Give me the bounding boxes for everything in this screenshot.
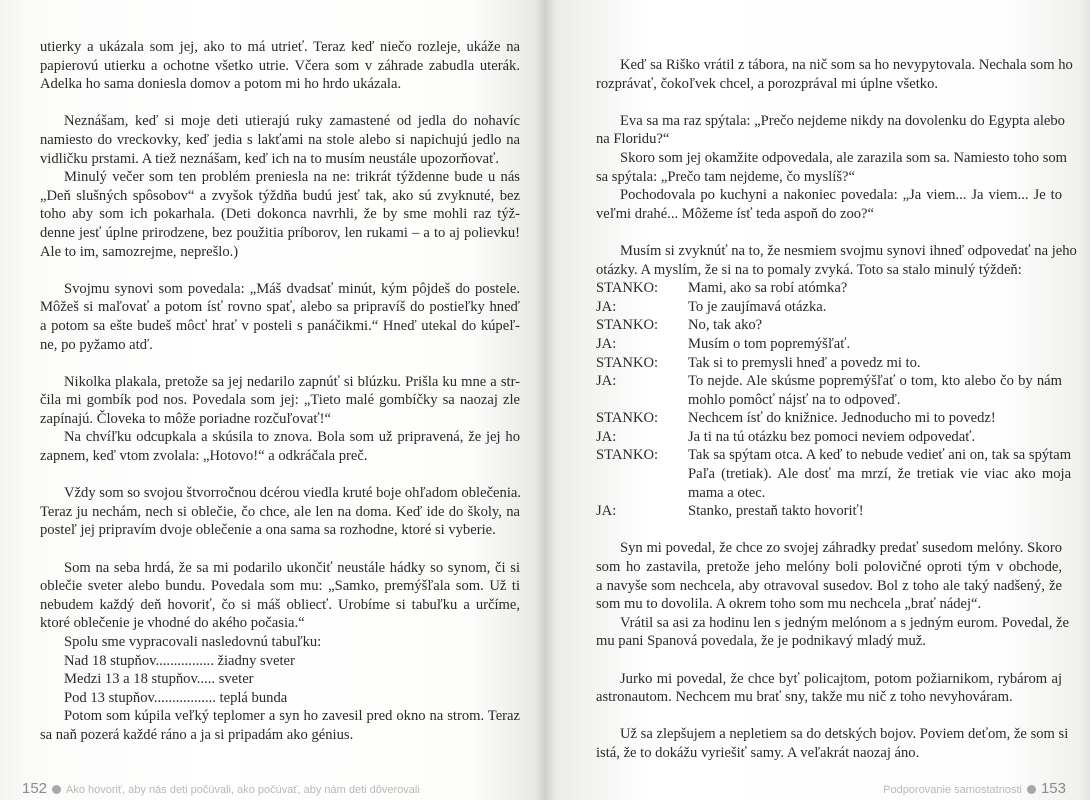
text-line: som ho zastavila, pretože jeho melóny boli polovičné oproti tým v obchode,: [596, 559, 1062, 576]
paragraph: [40, 280, 520, 354]
dialogue-text: [688, 409, 1062, 428]
paragraph: [40, 652, 520, 671]
text-line: Pod 13 stupňov................. teplá bunda: [64, 689, 288, 706]
text-line: oblečie sveter alebo bundu. Povedala som mu: „Samko, premýšľala som. Už ti: [40, 578, 520, 595]
speaker-label: STANKO:: [596, 410, 659, 427]
text-line: posteľ jej pripravím dvoje oblečenie a ona sama sa rozhodne, ktoré si vyberie.: [40, 522, 496, 539]
dialogue-text: [688, 428, 1062, 447]
text-line: Spolu sme vypracovali nasledovnú tabuľku:: [64, 634, 322, 650]
dialogue-line: [596, 335, 1062, 354]
speaker-label: STANKO:: [596, 354, 659, 371]
dialogue-text: [688, 298, 1062, 317]
text-line: Už sa zlepšujem a nepletiem sa do detských bojov. Poviem deťom, že som si: [620, 726, 1069, 743]
dialogue-line: [596, 502, 1062, 521]
speaker-label: JA:: [596, 428, 617, 445]
text-line: veľmi drahé... Môžeme ísť teda aspoň do zoo?“: [596, 205, 875, 222]
text-line: Pochodovala po kuchyni a nakoniec povedala: „Ja viem... Ja viem... Je to: [620, 187, 1062, 204]
paragraph: [596, 149, 1068, 186]
text-line: mama a otec.: [688, 484, 766, 501]
text-line: Tak sa spýtam otca. A keď to nebude vedieť ani on, tak sa spýtam: [688, 447, 1072, 464]
text-line: Syn mi povedal, že chce zo svojej záhradky predať susedom melóny. Skoro: [620, 540, 1062, 557]
right-page-text: [596, 56, 1077, 763]
text-line: Medzi 13 a 18 stupňov..... sveter: [64, 671, 254, 688]
text-line: Nad 18 stupňov................ žiadny sveter: [64, 652, 295, 669]
running-head: Podporovanie samostatnosti: [883, 784, 1022, 796]
text-line: vidličku prstami. A tiež neznášam, keď ich na to musím neustále upozorňovať.: [40, 150, 500, 167]
right-page-footer: [883, 780, 1066, 797]
dialogue-line: [596, 409, 1062, 428]
text-line: sa naň pozerá každé ráno a ja si pripadám ako génius.: [40, 726, 354, 743]
dialogue-line: [596, 372, 1062, 409]
paragraph: [596, 614, 1069, 651]
speaker-label: STANKO:: [596, 317, 659, 334]
paragraph: [596, 56, 1073, 93]
text-line: Eva sa ma raz spýtala: „Prečo nejdeme nikdy na dovolenku do Egypta alebo: [620, 112, 1065, 129]
text-line: nebudem každý deň hovoriť, čo si máš obliecť. Urobíme si tabuľku a určíme,: [40, 596, 520, 613]
text-line: Tak si to premysli hneď a povedz mi to.: [688, 354, 921, 371]
left-page-text: [40, 38, 520, 745]
text-line: čila mi gombík pod nos. Povedala som jej: „Tieto malé gombíčky sa naozaj zle: [40, 392, 520, 409]
text-line: namiesto do vreckovky, keď jedia s lakťami na stole alebo si napichujú jedlo na: [40, 131, 520, 148]
text-line: Nikolka plakala, pretože sa jej nedarilo zapnúť si blúzku. Prišla ku mne a str-: [64, 373, 520, 390]
text-line: Vždy som so svojou štvorročnou dcérou viedla kruté boje ohľadom oblečenia.: [64, 485, 522, 502]
paragraph-spacer: [596, 521, 1062, 540]
paragraph: [40, 633, 520, 652]
speaker-label: JA:: [596, 503, 617, 520]
dialogue-text: [688, 372, 1062, 409]
paragraph: [40, 112, 520, 168]
left-page-footer: [22, 780, 420, 797]
paragraph-spacer: [40, 94, 520, 113]
text-line: mohlo pomôcť nájsť na to odpoveď.: [688, 391, 901, 408]
paragraph: [596, 670, 1062, 707]
dialogue-text: [688, 502, 1062, 521]
paragraph: [40, 707, 520, 744]
text-line: toho aby som ich pokarhala. (Deti dokonca navrhli, že by sme mohli raz týž-: [40, 206, 520, 223]
text-line: To je zaujímavá otázka.: [688, 298, 827, 315]
text-line: Mami, ako sa robí atómka?: [688, 280, 848, 297]
text-line: To nejde. Ale skúsme popremýšľať o tom, kto alebo čo by nám: [688, 373, 1062, 390]
paragraph-spacer: [596, 651, 1062, 670]
paragraph: [40, 670, 520, 689]
text-line: Svojmu synovi som povedala: „Máš dvadsať minút, kým pôjdeš do postele.: [64, 280, 520, 297]
page-number: 153: [1040, 780, 1066, 797]
text-line: Nechcem ísť do knižnice. Jednoducho mi to povedz!: [688, 410, 996, 427]
paragraph-spacer: [596, 707, 1062, 726]
text-line: Na chvíľku odcupkala a skúsila to znova. Bola som už pripravená, že jej ho: [64, 429, 520, 446]
paragraph: [40, 373, 520, 429]
text-line: Musím o tom popremýšľať.: [688, 335, 851, 352]
text-line: Skoro som jej okamžite odpovedala, ale zarazila som sa. Namiesto toho som: [620, 149, 1068, 166]
page-number: 152: [22, 780, 48, 797]
text-line: Môžeš si maľovať a potom ísť rovno spať, alebo sa pripravíš do postieľky hneď: [40, 299, 520, 316]
text-line: denne jesť úplne prirodzene, bez použitia príborov, len rukami – a to aj polievku!: [40, 224, 520, 241]
text-line: Adelka ho sama doniesla domov a potom mi ho hrdo ukázala.: [40, 76, 402, 93]
text-line: Vrátil sa asi za hodinu len s jedným melónom a s jedným eurom. Povedal, že: [620, 614, 1069, 631]
paragraph-spacer: [40, 466, 520, 485]
text-line: ne, po pyžamo atď.: [40, 336, 153, 353]
running-head: Ako hovoriť, aby nás deti počúvali, ako počúvať, aby nám deti dôverovali: [66, 784, 420, 796]
bullet-icon: [52, 785, 61, 794]
text-line: mu pani Spanová povedala, že je podnikavý mladý muž.: [596, 633, 926, 650]
text-line: papierovú utierku a ochotne všetko utrie. Včera som v záhrade zabudla uterák.: [40, 57, 520, 74]
text-line: Ale to im, samozrejme, neprešlo.): [40, 243, 239, 260]
dialogue-line: [596, 428, 1062, 447]
paragraph: [40, 428, 520, 465]
speaker-label: STANKO:: [596, 447, 659, 464]
text-line: Minulý večer som ten problém preniesla na ne: trikrát týždenne bude u nás: [64, 169, 520, 186]
paragraph: [40, 559, 520, 633]
text-line: Potom som kúpila veľký teplomer a syn ho zavesil pred okno na strom. Teraz: [64, 708, 520, 725]
text-line: Keď sa Riško vrátil z tábora, na nič som sa ho nevypytovala. Nechala som ho: [620, 57, 1073, 73]
text-line: otázky. A myslím, že si na to pomaly zvyká. Toto sa stalo minulý týždeň:: [596, 261, 1022, 278]
paragraph: [596, 725, 1069, 762]
speaker-label: JA:: [596, 373, 617, 390]
text-line: rozprávať, čokoľvek chcel, a porozprával mi úplne všetko.: [596, 75, 939, 92]
text-line: Stanko, prestaň takto hovoriť!: [688, 503, 864, 520]
paragraph: [40, 689, 520, 708]
paragraph: [596, 186, 1062, 223]
dialogue-text: [688, 279, 1062, 298]
dialogue-line: [596, 298, 1062, 317]
dialogue-line: [596, 279, 1062, 298]
text-line: Ja ti na tú otázku bez pomoci neviem odpovedať.: [688, 428, 976, 445]
text-line: „Deň slušných spôsobov“ a zvyšok týždňa budú jesť tak, ako sú zvyknuté, bez: [40, 187, 520, 204]
dialogue-text: [688, 354, 1062, 373]
text-line: Paľa (tretiak). Ale dosť ma mrzí, že tretiak vie viac ako moja: [688, 466, 1072, 483]
paragraph-spacer: [596, 93, 1062, 112]
paragraph-spacer: [40, 540, 520, 559]
dialogue-text: [688, 316, 1062, 335]
text-line: astronautom. Nechcem mu brať sny, takže mu nič z toho nevyhováram.: [596, 689, 1013, 706]
paragraph-spacer: [596, 223, 1062, 242]
text-line: Teraz ju nechám, nech si oblečie, čo chce, ale len na doma. Keď ide do školy, na: [40, 503, 520, 520]
text-line: zapnem, keď vtom zvolala: „Hotovo!“ a odkráčala preč.: [40, 448, 368, 465]
text-line: a navyše som nechcela, aby otravoval susedov. Bol z toho ale taký nadšený, že: [596, 577, 1062, 594]
text-line: Musím si zvyknúť na to, že nesmiem svojmu synovi ihneď odpovedať na jeho: [620, 242, 1077, 259]
speaker-label: JA:: [596, 298, 617, 315]
dialogue-line: [596, 446, 1072, 502]
text-line: som mu to dovolila. A okrem toho som mu nechcela „brať nádej“.: [596, 596, 982, 613]
text-line: Som na seba hrdá, že sa mi podarilo ukončiť neustále hádky so synom, či si: [64, 559, 520, 576]
text-line: zapínajú. Človeka to môže poriadne rozčuľovať!“: [40, 410, 331, 427]
paragraph: [596, 539, 1062, 613]
speaker-label: STANKO:: [596, 280, 659, 297]
dialogue-text: [688, 446, 1071, 502]
paragraph-spacer: [40, 354, 520, 373]
dialogue-line: [596, 354, 1062, 373]
text-line: na Floridu?“: [596, 131, 670, 148]
text-line: Jurko mi povedal, že chce byť policajtom, potom požiarnikom, rybárom aj: [620, 670, 1062, 687]
text-line: ktoré oblečenie je vhodné do akého počasia.“: [40, 615, 305, 632]
text-line: No, tak ako?: [688, 317, 763, 334]
paragraph-spacer: [40, 261, 520, 280]
text-line: istá, že to dokážu vyriešiť samy. A veľakrát naozaj áno.: [596, 744, 920, 761]
bullet-icon: [1027, 785, 1036, 794]
dialogue-text: [688, 335, 1062, 354]
paragraph: [596, 112, 1065, 149]
dialogue-line: [596, 316, 1062, 335]
speaker-label: JA:: [596, 335, 617, 352]
paragraph: [40, 484, 520, 540]
paragraph: [596, 242, 1077, 279]
text-line: a potom sa ešte budeš môcť hrať v posteli s panáčikmi.“ Hneď utekal do kúpeľ-: [40, 317, 520, 334]
paragraph: [40, 168, 520, 261]
text-line: Neznášam, keď si moje deti utierajú ruky zamastené od jedla do nohavíc: [64, 113, 520, 130]
paragraph: [40, 38, 520, 94]
text-line: utierky a ukázala som jej, ako to má utrieť. Teraz keď niečo rozleje, ukáže na: [40, 39, 520, 55]
text-line: sa spýtala: „Prečo tam nejdeme, čo myslíš?“: [596, 168, 855, 185]
